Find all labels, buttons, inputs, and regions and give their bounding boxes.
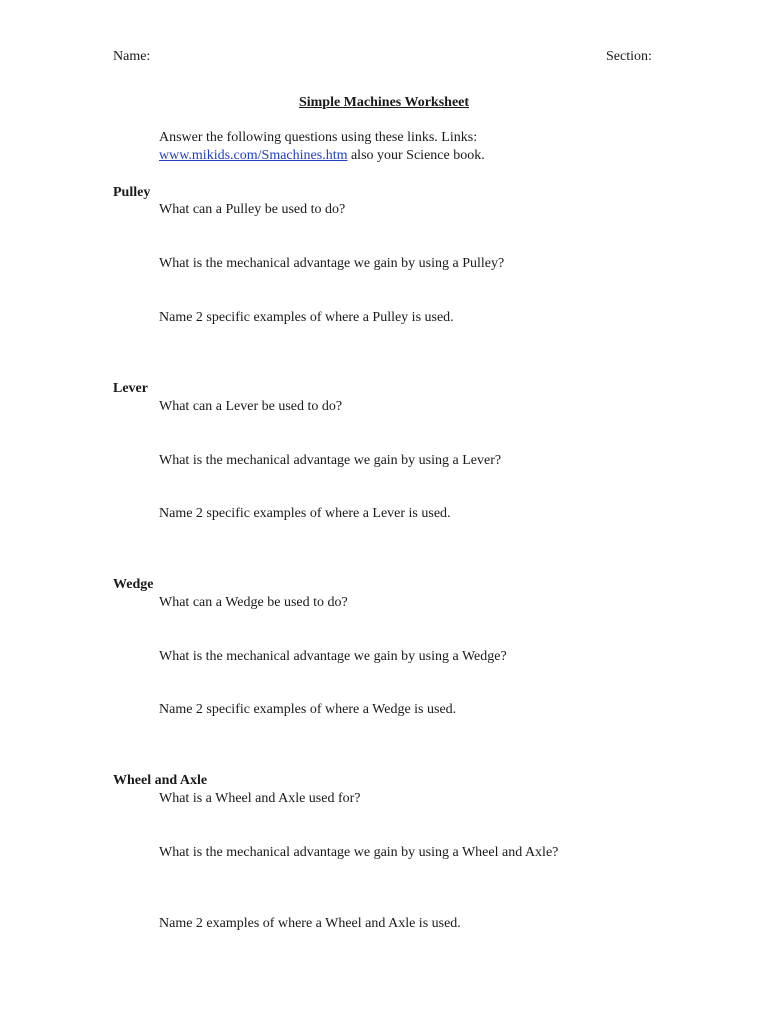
heading-pulley: Pulley [113,185,151,200]
wedge-question-3: Name 2 specific examples of where a Wedge is used. [159,702,457,717]
pulley-question-3: Name 2 specific examples of where a Pulley is used. [159,310,454,325]
wheel-axle-question-2: What is the mechanical advantage we gain by using a Wheel and Axle? [159,845,559,860]
wheel-axle-question-1: What is a Wheel and Axle used for? [159,791,361,806]
wedge-question-2: What is the mechanical advantage we gain by using a Wedge? [159,649,507,664]
intro-line-2 [159,149,485,163]
name-label: Name: [113,49,151,64]
mikids-link[interactable]: www.mikids.com/Smachines.htm [159,148,348,163]
pulley-question-1: What can a Pulley be used to do? [159,202,346,217]
worksheet-title: Simple Machines Worksheet [298,95,470,110]
wheel-axle-question-3: Name 2 examples of where a Wheel and Axle is used. [159,916,461,931]
heading-wheel-and-axle: Wheel and Axle [113,773,208,788]
lever-question-2: What is the mechanical advantage we gain by using a Lever? [159,453,502,468]
heading-wedge: Wedge [113,577,154,592]
lever-question-3: Name 2 specific examples of where a Lever is used. [159,506,451,521]
intro-line-2-rest: also your Science book. [347,148,485,163]
pulley-question-2: What is the mechanical advantage we gain by using a Pulley? [159,256,505,271]
section-label: Section: [606,49,652,64]
heading-lever: Lever [113,381,148,396]
lever-question-1: What can a Lever be used to do? [159,399,343,414]
wedge-question-1: What can a Wedge be used to do? [159,595,348,610]
intro-line-1: Answer the following questions using these links. Links: [159,130,478,145]
